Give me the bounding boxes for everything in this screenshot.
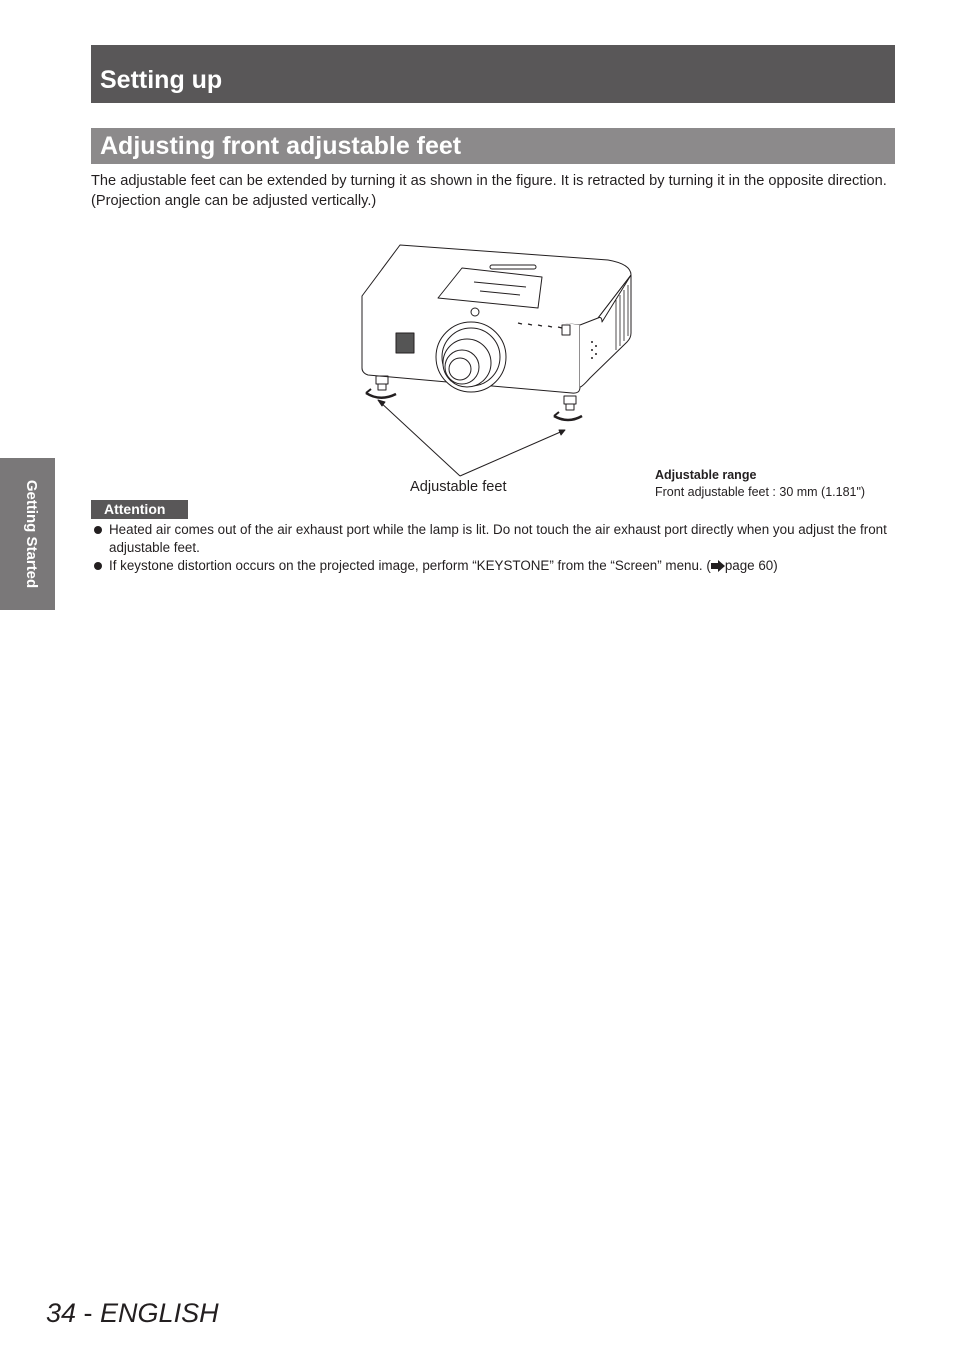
intro-paragraph: The adjustable feet can be extended by turning it as shown in the figure. It is retracted by turning it in the opposite direction. (Projection angle can be adjusted vertically.) xyxy=(91,173,887,209)
footer-separator: - xyxy=(76,1298,101,1328)
subsection-title: Adjusting front adjustable feet xyxy=(100,132,462,160)
attention-text-2: If keystone distortion occurs on the projected image, perform “KEYSTONE” from the “Screen” menu. ( xyxy=(109,557,711,573)
range-title: Adjustable range xyxy=(655,468,757,482)
list-item xyxy=(91,521,897,556)
page-number: 34 xyxy=(46,1298,77,1328)
section-header xyxy=(91,45,895,103)
bullet-icon xyxy=(94,562,102,570)
range-text: Front adjustable feet : 30 mm (1.181") xyxy=(655,485,866,499)
right-arrow-icon xyxy=(711,560,725,572)
adjustable-range-note xyxy=(655,467,865,501)
projector-drawing xyxy=(340,230,640,505)
attention-badge: Attention xyxy=(91,500,188,519)
footer-language: ENGLISH xyxy=(100,1298,219,1328)
page-footer xyxy=(46,1294,219,1332)
bullet-icon xyxy=(94,526,102,534)
projector-illustration xyxy=(340,230,640,505)
section-title: Setting up xyxy=(100,66,223,94)
chapter-tab-label: Getting Started xyxy=(23,479,40,589)
list-item xyxy=(91,557,897,575)
attention-list xyxy=(91,521,897,575)
chapter-tab[interactable] xyxy=(0,458,55,610)
page-reference-link[interactable]: page 60) xyxy=(724,557,778,573)
adjustable-feet-callout: Adjustable feet xyxy=(410,479,507,495)
attention-text-1: Heated air comes out of the air exhaust port while the lamp is lit. Do not touch the air exhaust port directly when you adjust the front adjustable feet. xyxy=(109,522,887,555)
subsection-header xyxy=(91,128,895,164)
